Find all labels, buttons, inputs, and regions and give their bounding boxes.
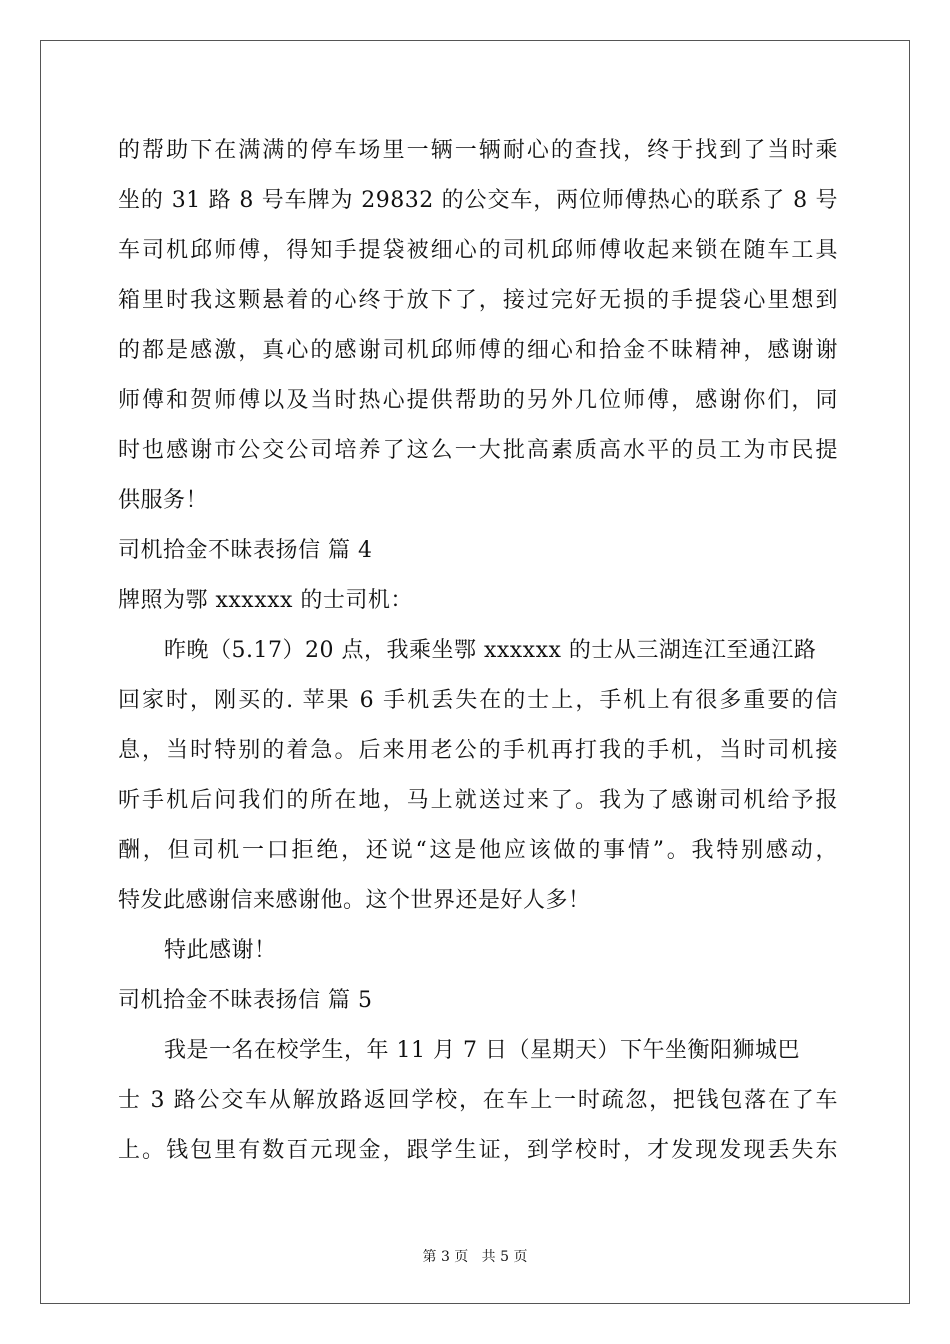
paragraph-line: 士 3 路公交车从解放路返回学校，在车上一时疏忽，把钱包落在了车	[118, 1088, 838, 1113]
paragraph-line: 车司机邱师傅，得知手提袋被细心的司机邱师傅收起来锁在随车工具	[118, 238, 838, 263]
page-footer	[0, 1246, 950, 1266]
paragraph-line: 上。钱包里有数百元现金，跟学生证，到学校时，才发现发现丢失东	[118, 1138, 838, 1163]
salutation: 牌照为鄂 xxxxxx 的士司机：	[118, 588, 413, 613]
paragraph-line: 箱里时我这颗悬着的心终于放下了，接过完好无损的手提袋心里想到	[118, 288, 838, 313]
document-body	[118, 126, 838, 1176]
paragraph-line: 息，当时特别的着急。后来用老公的手机再打我的手机，当时司机接	[118, 738, 838, 763]
closing-line: 特此感谢！	[164, 938, 277, 963]
paragraph-line: 的帮助下在满满的停车场里一辆一辆耐心的查找，终于找到了当时乘	[118, 138, 838, 163]
paragraph-line: 听手机后问我们的所在地，马上就送过来了。我为了感谢司机给予报	[118, 788, 838, 813]
paragraph-line: 昨晚（5.17）20 点，我乘坐鄂 xxxxxx 的士从三湖连江至通江路	[164, 638, 817, 663]
paragraph-line: 酬，但司机一口拒绝，还说“这是他应该做的事情”。我特别感动，	[118, 838, 838, 863]
paragraph-line: 供服务！	[118, 488, 209, 513]
paragraph-line: 我是一名在校学生，年 11 月 7 日（星期天）下午坐衡阳狮城巴	[164, 1038, 800, 1063]
paragraph-line: 的都是感激，真心的感谢司机邱师傅的细心和拾金不昧精神，感谢谢	[118, 338, 838, 363]
paragraph-line: 回家时，刚买的. 苹果 6 手机丢失在的士上，手机上有很多重要的信	[118, 688, 838, 713]
section-heading: 司机拾金不昧表扬信 篇 5	[118, 988, 373, 1013]
paragraph-line: 特发此感谢信来感谢他。这个世界还是好人多！	[118, 888, 591, 913]
page-total: 共 5 页	[481, 1249, 528, 1265]
paragraph-line: 师傅和贺师傅以及当时热心提供帮助的另外几位师傅，感谢你们，同	[118, 388, 838, 413]
paragraph-line: 时也感谢市公交公司培养了这么一大批高素质高水平的员工为市民提	[118, 438, 838, 463]
paragraph-line: 坐的 31 路 8 号车牌为 29832 的公交车，两位师傅热心的联系了 8 号	[118, 188, 838, 213]
section-heading: 司机拾金不昧表扬信 篇 4	[118, 538, 373, 563]
page-number: 第 3 页	[422, 1249, 469, 1265]
